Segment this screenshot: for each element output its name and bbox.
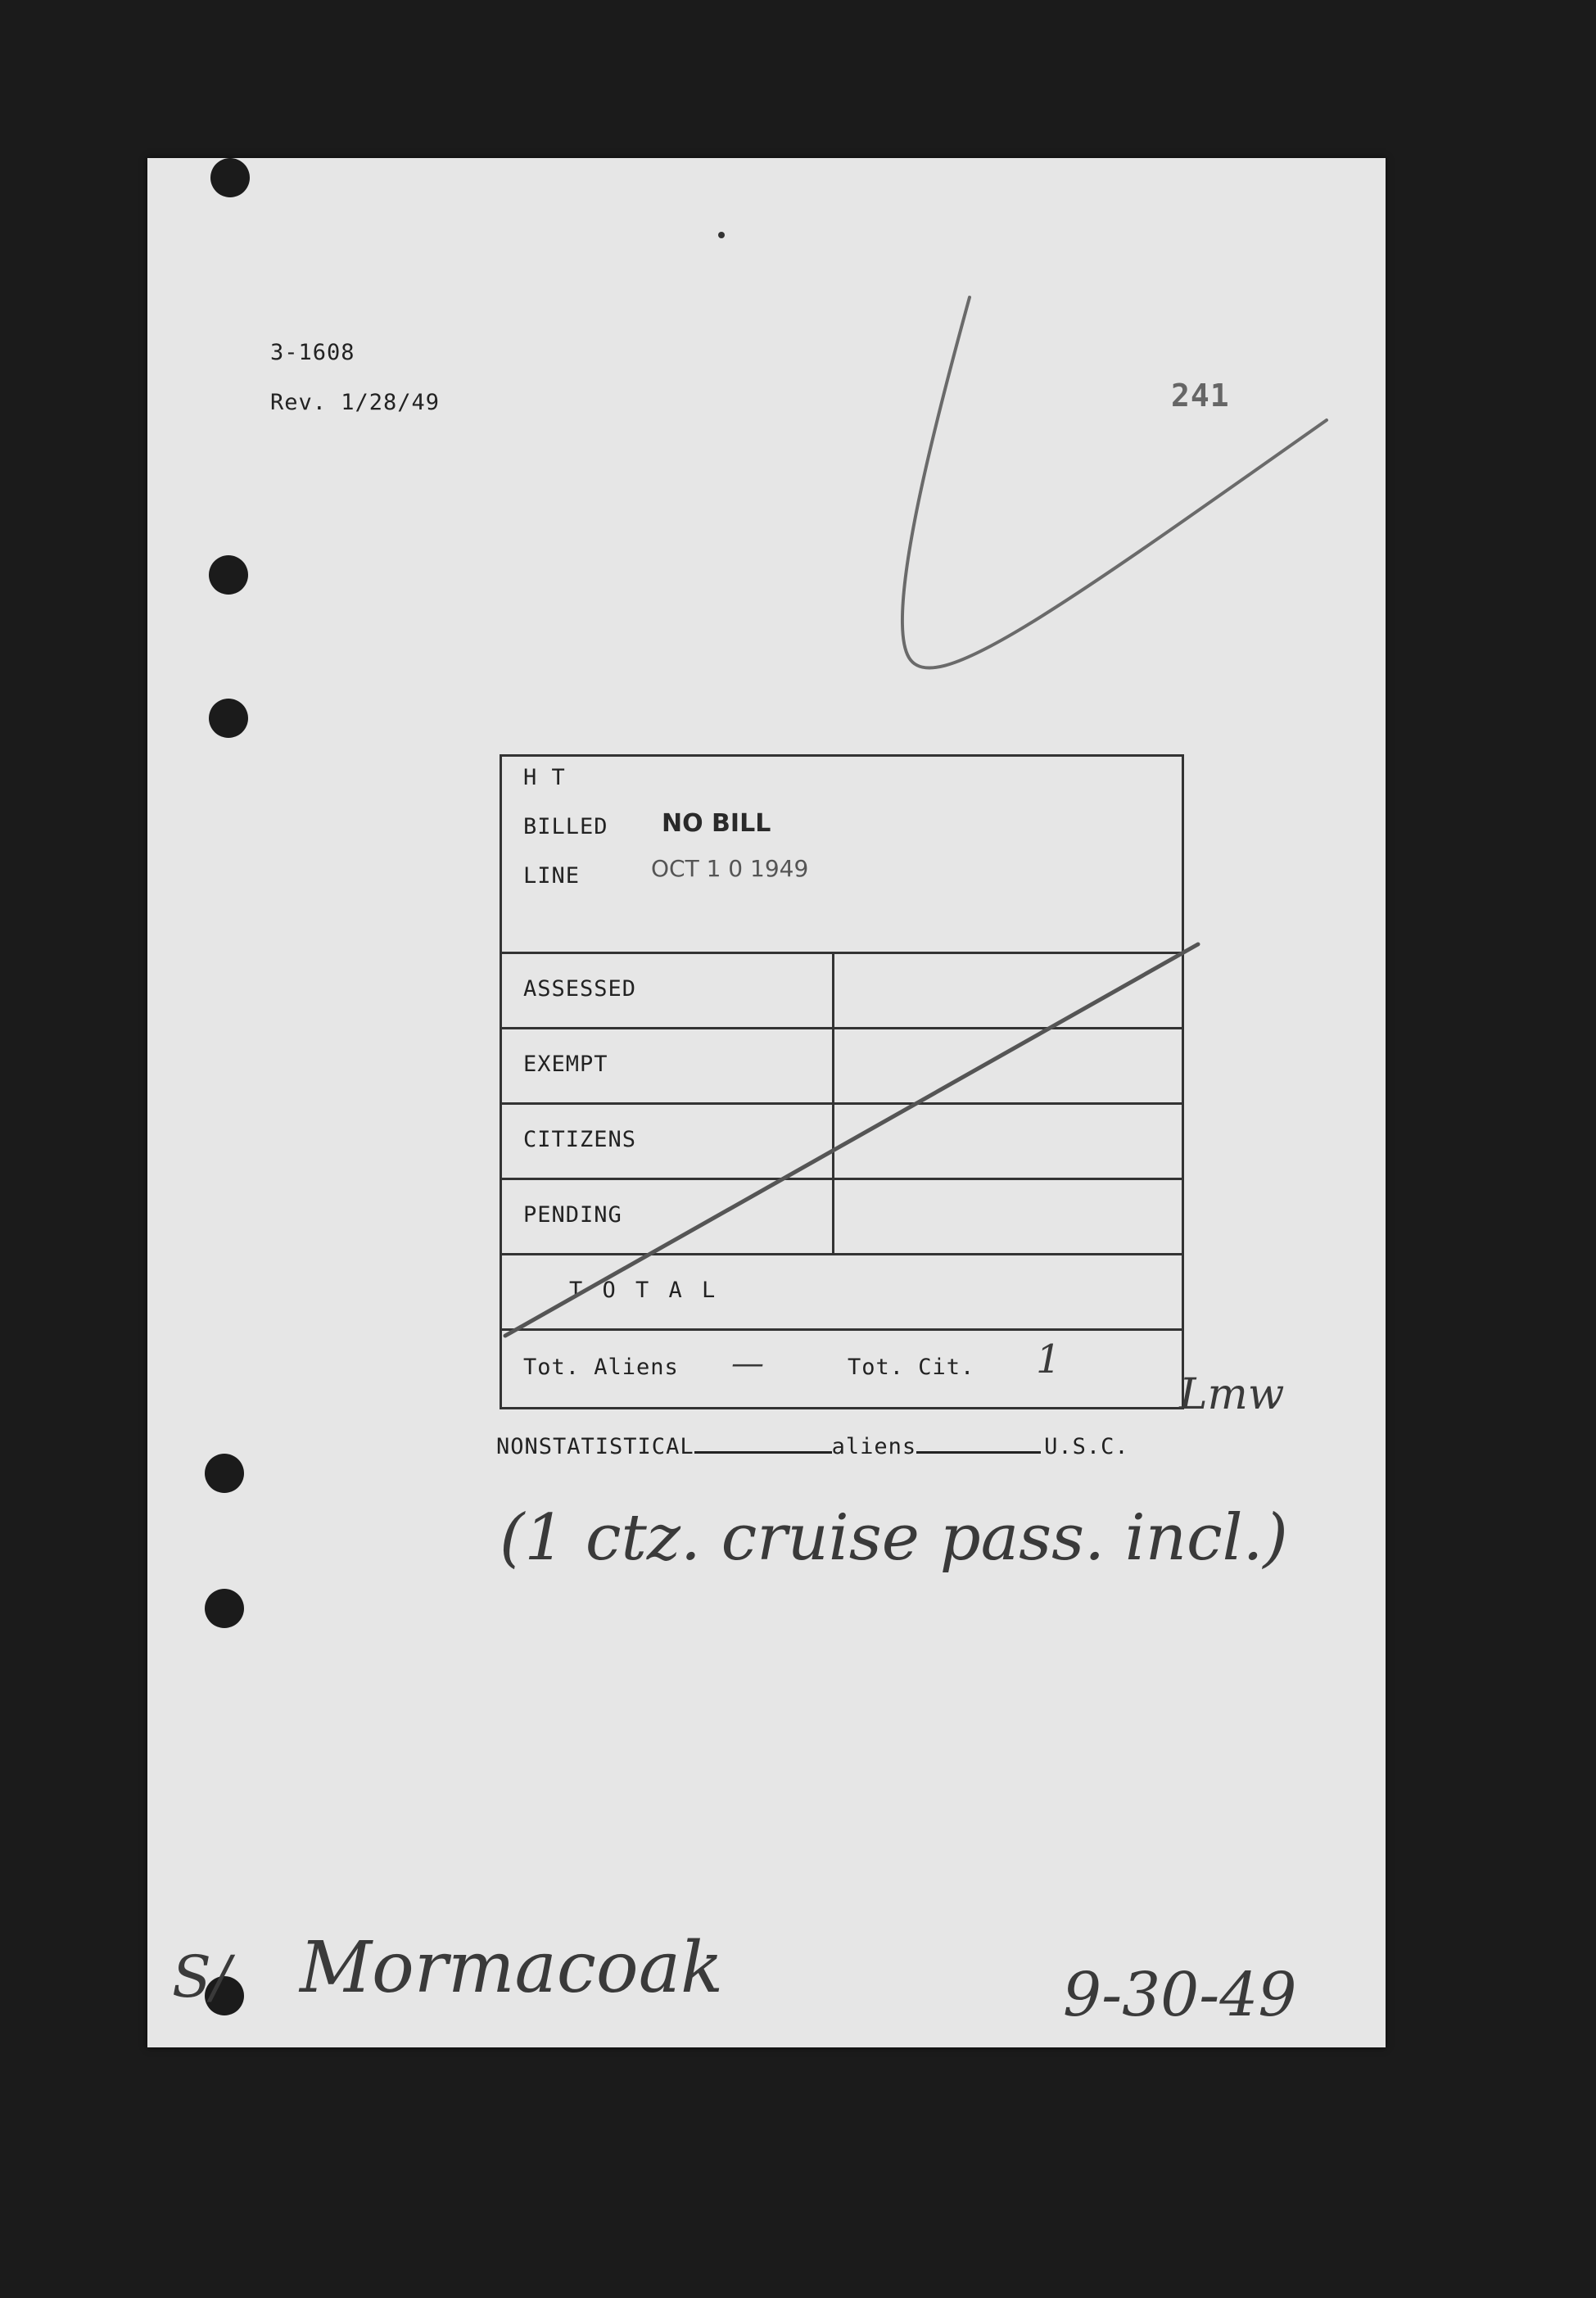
row-label-citizens: CITIZENS	[523, 1127, 637, 1152]
form-revision: Rev. 1/28/49	[270, 390, 441, 415]
tot-aliens-label: Tot. Aliens	[523, 1355, 679, 1380]
pencil-marks	[147, 158, 1386, 2047]
vessel-prefix: S/	[172, 1943, 231, 2011]
billed-label: BILLED	[523, 814, 608, 839]
header-label: H T	[523, 765, 566, 790]
pencil-checkmark	[902, 297, 1327, 668]
line-label: LINE	[523, 863, 581, 889]
date-stamp: OCT 1 0 1949	[651, 855, 809, 882]
no-bill-stamp: NO BILL	[662, 809, 771, 838]
row-label-assessed: ASSESSED	[523, 976, 637, 1002]
handwritten-note: (1 ctz. cruise pass. incl.)	[500, 1501, 1288, 1575]
tot-aliens-value: —	[731, 1345, 764, 1382]
tot-cit-label: Tot. Cit.	[848, 1355, 975, 1380]
page-number: 241	[1171, 378, 1230, 414]
document-page	[147, 158, 1386, 2047]
row-label-exempt: EXEMPT	[523, 1052, 608, 1077]
row-label-pending: PENDING	[523, 1202, 622, 1228]
pencil-strike-line	[505, 944, 1198, 1336]
handwritten-initials: Lmw	[1179, 1370, 1285, 1419]
vessel-name: Mormacoak	[300, 1927, 724, 2009]
nonstatistical-label: NONSTATISTICAL	[496, 1434, 694, 1459]
tot-cit-value: 1	[1036, 1337, 1061, 1382]
aliens-label: aliens	[831, 1434, 917, 1459]
handwritten-date: 9-30-49	[1063, 1960, 1297, 2030]
total-label: T O T A L	[569, 1278, 719, 1303]
form-number: 3-1608	[270, 340, 355, 365]
usc-label: U.S.C.	[1044, 1434, 1129, 1459]
stray-dot	[718, 232, 725, 238]
